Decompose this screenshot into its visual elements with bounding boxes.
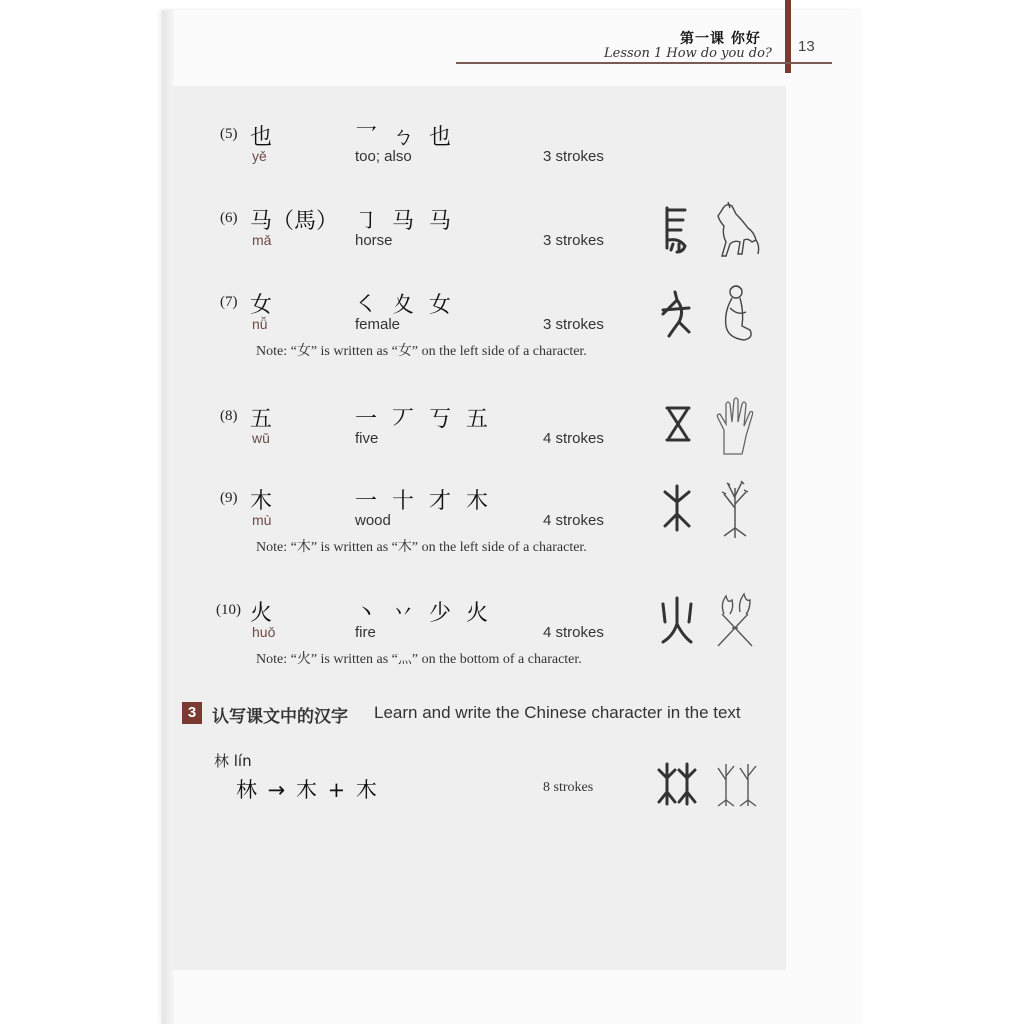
entry-number: (8) (220, 408, 238, 424)
stroke-sequence: 一 丆 丂 五 (355, 407, 492, 432)
tree-drawing-icon (708, 478, 762, 540)
entry-character: 五 (250, 407, 273, 432)
hand-drawing-icon (708, 396, 762, 458)
entry-note: Note: “火” is written as “灬” on the bottom of a character. (256, 652, 582, 667)
character-entry (0, 490, 1024, 570)
fire-ancient-glyph-icon (655, 594, 699, 648)
entry-number: (9) (220, 490, 238, 506)
lesson-title-cn: 第一课 你好 (680, 31, 761, 47)
kneeling-woman-drawing-icon (708, 282, 762, 344)
character-entry (0, 126, 1024, 206)
page-number: 13 (798, 38, 815, 55)
stroke-count: 4 strokes (543, 430, 604, 447)
stroke-count: 4 strokes (543, 512, 604, 529)
character-entry (0, 210, 1024, 290)
stroke-sequence: 乛 ㄅ 也 (355, 125, 455, 150)
tree-ancient-glyph-icon (655, 482, 699, 536)
stroke-count: 3 strokes (543, 148, 604, 165)
entry-meaning: female (355, 316, 401, 333)
lin-formula: 林 → 木 + 木 (236, 778, 379, 802)
entry-character: 马（馬） (250, 209, 339, 234)
entry-number: (6) (220, 210, 238, 226)
entry-pinyin: wǔ (252, 430, 270, 446)
five-ancient-glyph-icon (655, 400, 699, 454)
entry-note: Note: “木” is written as “⽊” on the left side of a character. (256, 540, 587, 555)
stroke-sequence: 丶 丷 少 火 (355, 601, 492, 626)
entry-meaning: horse (355, 232, 393, 249)
stroke-sequence: ㇛ 夊 女 (355, 293, 455, 318)
horse-drawing-icon (708, 198, 762, 260)
lesson-title-en: Lesson 1 How do you do? (604, 46, 772, 61)
stroke-count: 3 strokes (543, 316, 604, 333)
character-entry (0, 408, 1024, 488)
lin-label: 林 lín (214, 752, 252, 770)
header-rule (456, 62, 832, 64)
entry-character: 女 (250, 293, 273, 318)
entry-character: 火 (250, 601, 273, 626)
entry-character: 木 (250, 489, 273, 514)
stroke-sequence: ㇆ 马 马 (355, 209, 455, 234)
stroke-sequence: 一 十 才 木 (355, 489, 492, 514)
entry-meaning: five (355, 430, 379, 447)
entry-character: 也 (250, 125, 273, 150)
stroke-count: 3 strokes (543, 232, 604, 249)
stroke-count: 4 strokes (543, 624, 604, 641)
entry-pinyin: huǒ (252, 624, 276, 640)
section-number: 3 (182, 702, 202, 724)
section-title-cn: 认写课文中的汉字 (212, 707, 348, 727)
entry-meaning: fire (355, 624, 376, 641)
entry-pinyin: yě (252, 148, 267, 164)
section-title-en: Learn and write the Chinese character in the text (374, 703, 741, 722)
entry-number: (7) (220, 294, 238, 310)
entry-number: (10) (216, 602, 241, 618)
two-trees-ancient-glyph-icon (655, 760, 699, 808)
two-trees-drawing-icon (712, 756, 762, 808)
entry-meaning: wood (355, 512, 391, 529)
character-entry (0, 602, 1024, 682)
entry-pinyin: mǎ (252, 232, 272, 248)
entry-note: Note: “女” is written as “⼥” on the left side of a character. (256, 344, 587, 359)
entry-meaning: too; also (355, 148, 412, 165)
woman-ancient-glyph-icon (655, 286, 699, 340)
lin-stroke-count: 8 strokes (543, 780, 594, 795)
entry-pinyin: nǚ (252, 316, 268, 332)
horse-ancient-glyph-icon (655, 202, 699, 256)
character-entry (0, 294, 1024, 374)
entry-number: (5) (220, 126, 238, 142)
fire-drawing-icon (708, 590, 762, 652)
entry-pinyin: mù (252, 512, 272, 528)
